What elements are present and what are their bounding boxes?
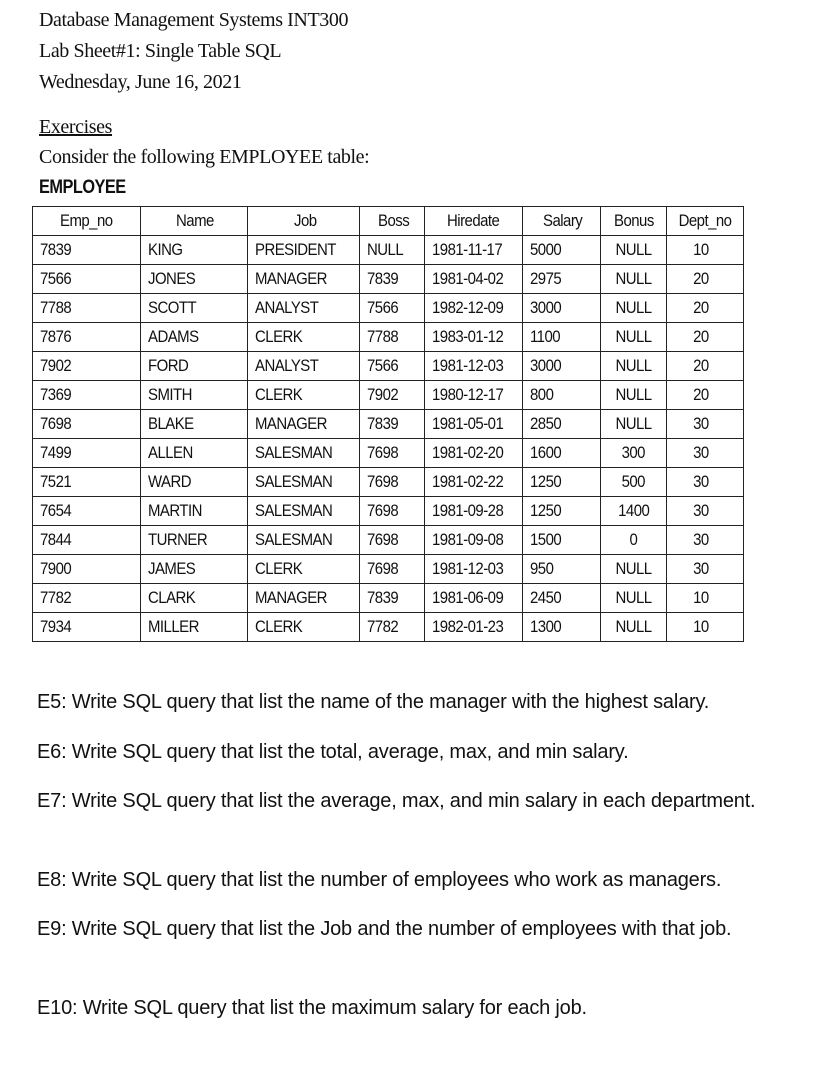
cell-dept-no: 30 — [667, 439, 744, 468]
cell-hiredate: 1981-11-17 — [425, 236, 523, 265]
cell-dept-no: 10 — [667, 236, 744, 265]
table-row — [33, 323, 744, 352]
cell-salary: 3000 — [523, 294, 601, 323]
cell-boss: 7788 — [360, 323, 425, 352]
cell-bonus: NULL — [601, 352, 667, 381]
cell-boss: 7698 — [360, 468, 425, 497]
cell-dept-no: 30 — [667, 526, 744, 555]
column-header-boss: Boss — [360, 207, 425, 236]
cell-boss: NULL — [360, 236, 425, 265]
cell-emp-no: 7521 — [33, 468, 141, 497]
cell-dept-no: 30 — [667, 497, 744, 526]
cell-bonus: NULL — [601, 294, 667, 323]
cell-hiredate: 1981-09-08 — [425, 526, 523, 555]
cell-emp-no: 7499 — [33, 439, 141, 468]
cell-dept-no: 20 — [667, 265, 744, 294]
cell-name: CLARK — [141, 584, 248, 613]
cell-bonus: NULL — [601, 584, 667, 613]
cell-name: ADAMS — [141, 323, 248, 352]
cell-bonus: 1400 — [601, 497, 667, 526]
cell-bonus: NULL — [601, 410, 667, 439]
column-header-salary: Salary — [523, 207, 601, 236]
cell-job: SALESMAN — [248, 439, 360, 468]
column-header-emp-no: Emp_no — [33, 207, 141, 236]
cell-bonus: 300 — [601, 439, 667, 468]
cell-boss: 7566 — [360, 352, 425, 381]
cell-emp-no: 7934 — [33, 613, 141, 642]
cell-bonus: NULL — [601, 381, 667, 410]
cell-dept-no: 30 — [667, 410, 744, 439]
cell-name: MILLER — [141, 613, 248, 642]
cell-boss: 7698 — [360, 555, 425, 584]
cell-name: SCOTT — [141, 294, 248, 323]
cell-emp-no: 7566 — [33, 265, 141, 294]
cell-hiredate: 1981-02-20 — [425, 439, 523, 468]
cell-hiredate: 1983-01-12 — [425, 323, 523, 352]
table-row — [33, 613, 744, 642]
cell-salary: 3000 — [523, 352, 601, 381]
cell-job: MANAGER — [248, 584, 360, 613]
cell-salary: 1300 — [523, 613, 601, 642]
cell-emp-no: 7839 — [33, 236, 141, 265]
column-header-bonus: Bonus — [601, 207, 667, 236]
cell-emp-no: 7900 — [33, 555, 141, 584]
question-e10: E10: Write SQL query that list the maximum salary for each job. — [37, 997, 587, 1019]
cell-salary: 5000 — [523, 236, 601, 265]
cell-hiredate: 1982-12-09 — [425, 294, 523, 323]
table-row — [33, 526, 744, 555]
cell-dept-no: 20 — [667, 381, 744, 410]
cell-dept-no: 10 — [667, 584, 744, 613]
cell-emp-no: 7902 — [33, 352, 141, 381]
cell-hiredate: 1981-04-02 — [425, 265, 523, 294]
table-title: EMPLOYEE — [39, 177, 126, 198]
cell-emp-no: 7369 — [33, 381, 141, 410]
cell-salary: 1500 — [523, 526, 601, 555]
cell-boss: 7698 — [360, 497, 425, 526]
table-row — [33, 468, 744, 497]
cell-boss: 7698 — [360, 439, 425, 468]
cell-boss: 7839 — [360, 584, 425, 613]
table-row — [33, 381, 744, 410]
question-e9: E9: Write SQL query that list the Job and the number of employees with that job. — [37, 918, 732, 940]
cell-salary: 1250 — [523, 497, 601, 526]
cell-job: SALESMAN — [248, 526, 360, 555]
cell-dept-no: 20 — [667, 352, 744, 381]
cell-hiredate: 1981-09-28 — [425, 497, 523, 526]
cell-bonus: 500 — [601, 468, 667, 497]
cell-name: TURNER — [141, 526, 248, 555]
cell-emp-no: 7844 — [33, 526, 141, 555]
cell-salary: 950 — [523, 555, 601, 584]
cell-job: CLERK — [248, 323, 360, 352]
employee-table — [32, 206, 744, 642]
cell-name: KING — [141, 236, 248, 265]
cell-name: WARD — [141, 468, 248, 497]
cell-job: CLERK — [248, 381, 360, 410]
cell-boss: 7782 — [360, 613, 425, 642]
cell-job: MANAGER — [248, 265, 360, 294]
cell-job: SALESMAN — [248, 497, 360, 526]
cell-dept-no: 30 — [667, 468, 744, 497]
question-e8: E8: Write SQL query that list the number of employees who work as managers. — [37, 869, 722, 891]
cell-job: CLERK — [248, 613, 360, 642]
lab-date: Wednesday, June 16, 2021 — [39, 71, 242, 93]
table-row — [33, 236, 744, 265]
question-e5: E5: Write SQL query that list the name of the manager with the highest salary. — [37, 691, 710, 713]
question-e6: E6: Write SQL query that list the total, average, max, and min salary. — [37, 741, 629, 763]
cell-bonus: NULL — [601, 613, 667, 642]
cell-emp-no: 7782 — [33, 584, 141, 613]
table-row — [33, 265, 744, 294]
cell-salary: 800 — [523, 381, 601, 410]
cell-bonus: 0 — [601, 526, 667, 555]
cell-name: JONES — [141, 265, 248, 294]
table-row — [33, 294, 744, 323]
cell-hiredate: 1981-12-03 — [425, 352, 523, 381]
cell-salary: 1250 — [523, 468, 601, 497]
cell-emp-no: 7788 — [33, 294, 141, 323]
cell-hiredate: 1981-05-01 — [425, 410, 523, 439]
table-row — [33, 555, 744, 584]
cell-boss: 7566 — [360, 294, 425, 323]
cell-job: ANALYST — [248, 294, 360, 323]
exercises-heading: Exercises — [39, 116, 113, 138]
cell-job: PRESIDENT — [248, 236, 360, 265]
cell-emp-no: 7876 — [33, 323, 141, 352]
column-header-dept-no: Dept_no — [667, 207, 744, 236]
column-header-hiredate: Hiredate — [425, 207, 523, 236]
cell-hiredate: 1981-02-22 — [425, 468, 523, 497]
cell-dept-no: 10 — [667, 613, 744, 642]
table-row — [33, 439, 744, 468]
table-row — [33, 584, 744, 613]
cell-dept-no: 20 — [667, 294, 744, 323]
cell-job: SALESMAN — [248, 468, 360, 497]
cell-bonus: NULL — [601, 265, 667, 294]
cell-salary: 1100 — [523, 323, 601, 352]
table-row — [33, 352, 744, 381]
cell-job: MANAGER — [248, 410, 360, 439]
cell-name: FORD — [141, 352, 248, 381]
column-header-name: Name — [141, 207, 248, 236]
cell-hiredate: 1980-12-17 — [425, 381, 523, 410]
cell-job: CLERK — [248, 555, 360, 584]
cell-bonus: NULL — [601, 323, 667, 352]
column-header-job: Job — [248, 207, 360, 236]
table-intro: Consider the following EMPLOYEE table: — [39, 146, 370, 168]
cell-dept-no: 30 — [667, 555, 744, 584]
cell-emp-no: 7654 — [33, 497, 141, 526]
cell-name: ALLEN — [141, 439, 248, 468]
cell-boss: 7839 — [360, 265, 425, 294]
cell-bonus: NULL — [601, 236, 667, 265]
cell-salary: 1600 — [523, 439, 601, 468]
table-header-row — [33, 207, 744, 236]
table-row — [33, 497, 744, 526]
table-row — [33, 410, 744, 439]
cell-boss: 7698 — [360, 526, 425, 555]
cell-bonus: NULL — [601, 555, 667, 584]
cell-hiredate: 1981-06-09 — [425, 584, 523, 613]
cell-boss: 7902 — [360, 381, 425, 410]
cell-emp-no: 7698 — [33, 410, 141, 439]
cell-dept-no: 20 — [667, 323, 744, 352]
question-e7: E7: Write SQL query that list the average, max, and min salary in each department. — [37, 790, 756, 812]
cell-name: MARTIN — [141, 497, 248, 526]
cell-salary: 2975 — [523, 265, 601, 294]
cell-name: BLAKE — [141, 410, 248, 439]
course-title: Database Management Systems INT300 — [39, 9, 349, 31]
cell-salary: 2450 — [523, 584, 601, 613]
cell-hiredate: 1981-12-03 — [425, 555, 523, 584]
lab-sheet-title: Lab Sheet#1: Single Table SQL — [39, 40, 282, 62]
cell-name: JAMES — [141, 555, 248, 584]
cell-name: SMITH — [141, 381, 248, 410]
cell-salary: 2850 — [523, 410, 601, 439]
cell-job: ANALYST — [248, 352, 360, 381]
cell-hiredate: 1982-01-23 — [425, 613, 523, 642]
cell-boss: 7839 — [360, 410, 425, 439]
